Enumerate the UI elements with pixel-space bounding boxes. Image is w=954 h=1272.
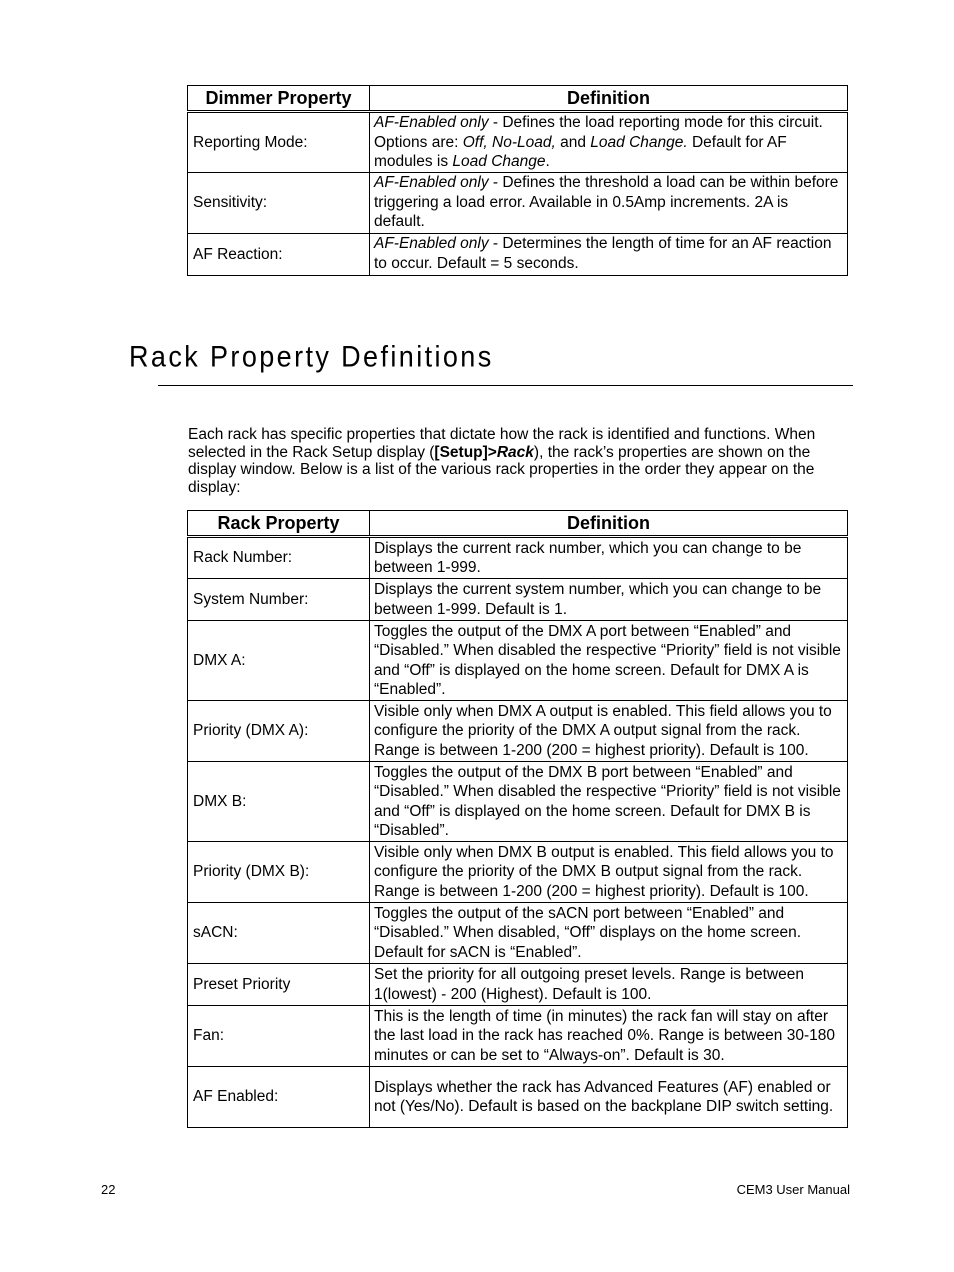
property-cell: Preset Priority [188, 964, 370, 1006]
table-row [188, 579, 848, 621]
table-row [188, 903, 848, 964]
table-header-row [188, 86, 848, 112]
definition-cell: Displays whether the rack has Advanced Features (AF) enabled or not (Yes/No). Default is based on the backplane DIP switch setting. [370, 1067, 848, 1128]
column-header-definition: Definition [370, 511, 848, 537]
definition-cell: Visible only when DMX B output is enabled. This field allows you to configure the priority of the DMX B output signal from the rack. Range is between 1-200 (200 = highest priority). Default is 100. [370, 842, 848, 903]
text-run: . [545, 153, 550, 170]
definition-cell: Toggles the output of the DMX B port between “Enabled” and “Disabled.” When disabled the respective “Priority” field is not visible and “Off” is displayed on the home screen. Default for DMX B is “Disabled”. [370, 762, 848, 842]
table-row [188, 112, 848, 173]
intro-paragraph [188, 426, 848, 497]
table-row [188, 701, 848, 762]
text-run: Each rack has specific properties that dictate how the rack is identified and functions. When selected in the Rack Setup display ( [188, 426, 816, 461]
page-number: 22 [101, 1182, 116, 1197]
text-run: Rack [496, 443, 534, 461]
manual-title: CEM3 User Manual [736, 1182, 850, 1197]
text-run: AF-Enabled only [374, 174, 489, 191]
definition-cell: Visible only when DMX A output is enabled. This field allows you to configure the priority of the DMX A output signal from the rack. Range is between 1-200 (200 = highest priority). Default is 100. [370, 701, 848, 762]
property-cell: Sensitivity: [188, 173, 370, 234]
text-run: - Defines the threshold a load can be within before triggering a load error. Available in 0.5Amp increments. 2A is default. [374, 174, 839, 230]
definition-cell: Displays the current rack number, which you can change to be between 1-999. [370, 537, 848, 579]
text-run: and [555, 133, 591, 151]
column-header-definition: Definition [370, 86, 848, 112]
definition-cell [370, 173, 848, 234]
property-cell: Priority (DMX A): [188, 701, 370, 762]
property-cell: sACN: [188, 903, 370, 964]
property-cell: AF Enabled: [188, 1067, 370, 1128]
definition-cell: This is the length of time (in minutes) the rack fan will stay on after the last load in the rack has reached 0%. Range is between 30-180 minutes or can be set to “Always-on”. Default is 30. [370, 1006, 848, 1067]
property-cell: Rack Number: [188, 537, 370, 579]
property-cell: DMX B: [188, 762, 370, 842]
section-heading: Rack Property Definitions [129, 340, 494, 374]
property-cell: Fan: [188, 1006, 370, 1067]
table-row [188, 1006, 848, 1067]
property-cell: System Number: [188, 579, 370, 621]
text-run: ), the rack’s properties are shown on the display window. Below is a list of the various rack properties in the order they appear on the display: [188, 443, 815, 497]
table-row [188, 234, 848, 276]
rack-property-table [187, 510, 848, 1128]
table-header-row [188, 511, 848, 537]
text-run: Load Change [452, 153, 546, 170]
table-row [188, 762, 848, 842]
definition-cell [370, 234, 848, 276]
property-cell: AF Reaction: [188, 234, 370, 276]
text-run: [Setup]> [434, 443, 497, 461]
text-run: Off, No-Load, [462, 133, 556, 151]
table-row [188, 537, 848, 579]
column-header-dimmer-property: Dimmer Property [188, 86, 370, 112]
table-row [188, 964, 848, 1006]
text-run: - Defines the load reporting mode for this circuit. Options are: [374, 114, 823, 151]
heading-divider [158, 385, 853, 386]
property-cell: Priority (DMX B): [188, 842, 370, 903]
dimmer-property-table [187, 85, 848, 276]
definition-cell: Set the priority for all outgoing preset levels. Range is between 1(lowest) - 200 (Highest). Default is 100. [370, 964, 848, 1006]
text-run: Load Change. [590, 133, 688, 151]
definition-cell: Toggles the output of the sACN port between “Enabled” and “Disabled.” When disabled, “Off” displays on the home screen. Default for sACN is “Enabled”. [370, 903, 848, 964]
table-row [188, 173, 848, 234]
text-run: AF-Enabled only [374, 235, 489, 252]
text-run: Default for AF modules is [374, 133, 787, 170]
property-cell: DMX A: [188, 621, 370, 701]
table-row [188, 1067, 848, 1128]
table-row [188, 621, 848, 701]
table-row [188, 842, 848, 903]
property-cell: Reporting Mode: [188, 112, 370, 173]
text-run: AF-Enabled only [374, 114, 489, 131]
definition-cell: Displays the current system number, which you can change to be between 1-999. Default is 1. [370, 579, 848, 621]
text-run: - Determines the length of time for an AF reaction to occur. Default = 5 seconds. [374, 235, 832, 272]
definition-cell [370, 112, 848, 173]
column-header-rack-property: Rack Property [188, 511, 370, 537]
definition-cell: Toggles the output of the DMX A port between “Enabled” and “Disabled.” When disabled the respective “Priority” field is not visible and “Off” is displayed on the home screen. Default for DMX A is “Enabled”. [370, 621, 848, 701]
